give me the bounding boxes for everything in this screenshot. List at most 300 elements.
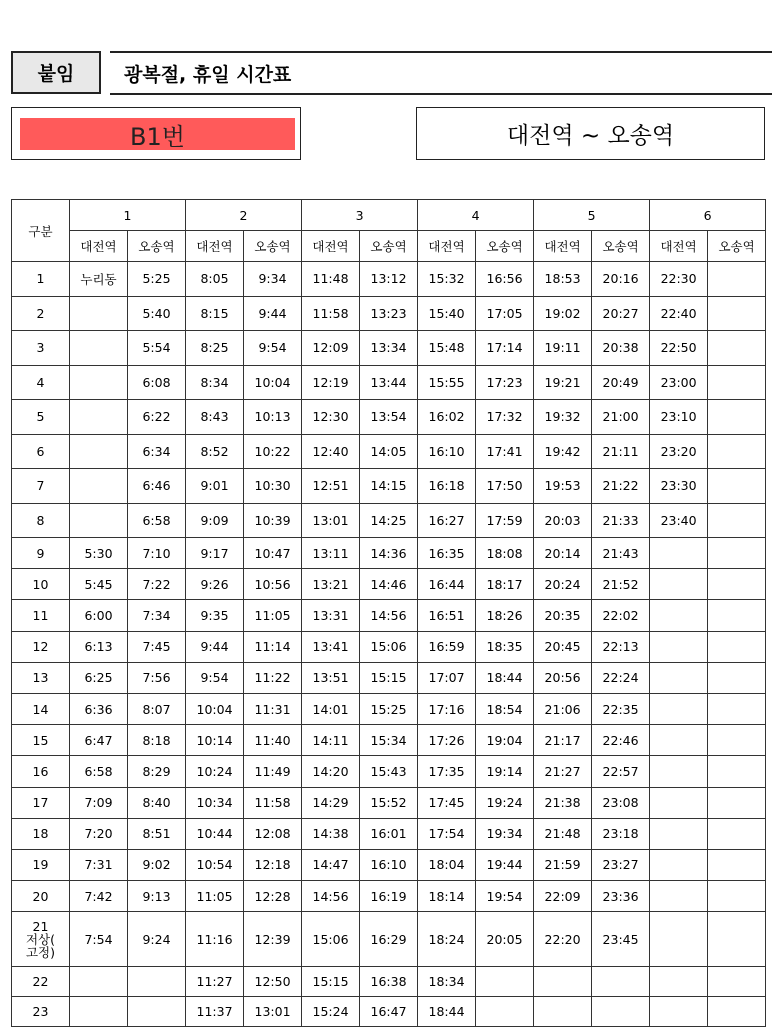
trip-group-header: 1 xyxy=(70,200,186,231)
table-row xyxy=(12,469,766,504)
time-cell: 12:19 xyxy=(302,365,360,400)
time-cell: 9:09 xyxy=(186,503,244,538)
time-cell xyxy=(708,693,766,724)
time-cell xyxy=(534,997,592,1027)
time-cell: 14:36 xyxy=(360,538,418,569)
time-cell: 15:32 xyxy=(418,262,476,297)
time-cell: 12:09 xyxy=(302,331,360,366)
time-cell: 누리동 xyxy=(70,262,128,297)
table-row xyxy=(12,365,766,400)
row-number: 20 xyxy=(32,888,49,904)
time-cell: 17:07 xyxy=(418,662,476,693)
time-cell xyxy=(128,967,186,997)
time-cell: 8:05 xyxy=(186,262,244,297)
time-cell xyxy=(650,787,708,818)
station-header-daejeon: 대전역 xyxy=(70,231,128,262)
time-cell: 22:46 xyxy=(592,725,650,756)
station-header-osong: 오송역 xyxy=(244,231,302,262)
time-cell: 13:34 xyxy=(360,331,418,366)
time-cell xyxy=(650,818,708,849)
time-cell: 17:14 xyxy=(476,331,534,366)
time-cell: 10:54 xyxy=(186,849,244,880)
time-cell: 12:40 xyxy=(302,434,360,469)
time-cell: 19:53 xyxy=(534,469,592,504)
time-cell: 15:24 xyxy=(302,997,360,1027)
time-cell xyxy=(708,538,766,569)
row-label xyxy=(12,400,70,435)
time-cell: 22:30 xyxy=(650,262,708,297)
time-cell: 20:14 xyxy=(534,538,592,569)
table-row xyxy=(12,434,766,469)
timetable xyxy=(11,199,766,1027)
row-label xyxy=(12,997,70,1027)
time-cell: 14:56 xyxy=(360,600,418,631)
time-cell: 10:13 xyxy=(244,400,302,435)
time-cell: 18:14 xyxy=(418,881,476,912)
row-label xyxy=(12,569,70,600)
time-cell: 15:52 xyxy=(360,787,418,818)
time-cell: 22:57 xyxy=(592,756,650,787)
time-cell: 9:02 xyxy=(128,849,186,880)
time-cell: 9:44 xyxy=(244,296,302,331)
time-cell: 6:58 xyxy=(128,503,186,538)
trip-group-header: 4 xyxy=(418,200,534,231)
time-cell: 16:56 xyxy=(476,262,534,297)
time-cell: 18:44 xyxy=(476,662,534,693)
time-cell: 13:12 xyxy=(360,262,418,297)
time-cell xyxy=(70,400,128,435)
time-cell: 23:45 xyxy=(592,912,650,967)
time-cell xyxy=(650,631,708,662)
time-cell xyxy=(592,967,650,997)
time-cell: 7:56 xyxy=(128,662,186,693)
row-number: 22 xyxy=(32,974,49,990)
time-cell: 10:47 xyxy=(244,538,302,569)
time-cell: 16:51 xyxy=(418,600,476,631)
time-cell: 14:15 xyxy=(360,469,418,504)
trip-group-header: 2 xyxy=(186,200,302,231)
row-label xyxy=(12,503,70,538)
row-label xyxy=(12,881,70,912)
time-cell: 13:11 xyxy=(302,538,360,569)
time-cell: 18:17 xyxy=(476,569,534,600)
time-cell xyxy=(708,967,766,997)
row-number: 16 xyxy=(32,763,49,779)
row-label xyxy=(12,756,70,787)
time-cell: 5:45 xyxy=(70,569,128,600)
time-cell xyxy=(650,912,708,967)
table-row xyxy=(12,787,766,818)
time-cell: 23:36 xyxy=(592,881,650,912)
table-row xyxy=(12,662,766,693)
time-cell: 17:41 xyxy=(476,434,534,469)
time-cell: 16:35 xyxy=(418,538,476,569)
time-cell: 21:59 xyxy=(534,849,592,880)
time-cell xyxy=(650,538,708,569)
table-row xyxy=(12,538,766,569)
time-cell: 11:58 xyxy=(244,787,302,818)
time-cell: 16:38 xyxy=(360,967,418,997)
time-cell: 11:27 xyxy=(186,967,244,997)
row-number: 11 xyxy=(32,607,49,623)
time-cell: 21:11 xyxy=(592,434,650,469)
trip-group-header: 6 xyxy=(650,200,766,231)
time-cell xyxy=(650,662,708,693)
time-cell: 9:17 xyxy=(186,538,244,569)
time-cell: 6:08 xyxy=(128,365,186,400)
time-cell: 10:34 xyxy=(186,787,244,818)
time-cell: 16:01 xyxy=(360,818,418,849)
station-header-osong: 오송역 xyxy=(592,231,650,262)
time-cell xyxy=(70,434,128,469)
time-cell: 6:36 xyxy=(70,693,128,724)
table-row xyxy=(12,600,766,631)
time-cell: 14:47 xyxy=(302,849,360,880)
row-label xyxy=(12,434,70,469)
time-cell: 14:46 xyxy=(360,569,418,600)
time-cell: 14:20 xyxy=(302,756,360,787)
time-cell: 16:18 xyxy=(418,469,476,504)
table-row xyxy=(12,296,766,331)
table-row xyxy=(12,331,766,366)
time-cell: 5:25 xyxy=(128,262,186,297)
time-cell xyxy=(476,997,534,1027)
time-cell: 14:25 xyxy=(360,503,418,538)
row-number: 23 xyxy=(32,1004,49,1020)
time-cell xyxy=(708,818,766,849)
time-cell: 12:39 xyxy=(244,912,302,967)
row-label xyxy=(12,818,70,849)
row-number: 9 xyxy=(36,545,45,561)
time-cell: 14:38 xyxy=(302,818,360,849)
row-label xyxy=(12,967,70,997)
time-cell: 22:35 xyxy=(592,693,650,724)
time-cell: 13:41 xyxy=(302,631,360,662)
row-number: 6 xyxy=(36,443,45,459)
table-row xyxy=(12,569,766,600)
station-header-daejeon: 대전역 xyxy=(418,231,476,262)
time-cell: 8:15 xyxy=(186,296,244,331)
time-cell: 15:15 xyxy=(360,662,418,693)
time-cell: 21:27 xyxy=(534,756,592,787)
time-cell xyxy=(708,662,766,693)
time-cell: 9:13 xyxy=(128,881,186,912)
time-cell: 18:53 xyxy=(534,262,592,297)
time-cell: 9:24 xyxy=(128,912,186,967)
time-cell xyxy=(476,967,534,997)
time-cell: 13:23 xyxy=(360,296,418,331)
row-number: 1 xyxy=(36,271,45,287)
time-cell xyxy=(650,881,708,912)
time-cell: 23:27 xyxy=(592,849,650,880)
row-label xyxy=(12,262,70,297)
table-row xyxy=(12,503,766,538)
time-cell: 11:22 xyxy=(244,662,302,693)
time-cell xyxy=(708,631,766,662)
time-cell: 19:34 xyxy=(476,818,534,849)
time-cell: 9:44 xyxy=(186,631,244,662)
time-cell xyxy=(650,600,708,631)
time-cell xyxy=(708,569,766,600)
time-cell: 20:49 xyxy=(592,365,650,400)
time-cell: 20:05 xyxy=(476,912,534,967)
row-number: 5 xyxy=(36,409,45,425)
time-cell xyxy=(708,997,766,1027)
time-cell xyxy=(708,787,766,818)
time-cell: 14:11 xyxy=(302,725,360,756)
row-number: 17 xyxy=(32,795,49,811)
time-cell xyxy=(650,756,708,787)
time-cell: 16:19 xyxy=(360,881,418,912)
time-cell xyxy=(70,967,128,997)
time-cell: 17:59 xyxy=(476,503,534,538)
time-cell: 16:29 xyxy=(360,912,418,967)
station-header-osong: 오송역 xyxy=(708,231,766,262)
time-cell: 23:00 xyxy=(650,365,708,400)
time-cell: 14:01 xyxy=(302,693,360,724)
time-cell: 6:47 xyxy=(70,725,128,756)
time-cell: 15:25 xyxy=(360,693,418,724)
time-cell: 11:05 xyxy=(244,600,302,631)
time-cell: 12:30 xyxy=(302,400,360,435)
time-cell: 11:40 xyxy=(244,725,302,756)
row-number: 2 xyxy=(36,305,45,321)
time-cell: 23:10 xyxy=(650,400,708,435)
time-cell: 21:48 xyxy=(534,818,592,849)
time-cell: 16:44 xyxy=(418,569,476,600)
route-number-box xyxy=(11,107,301,160)
time-cell: 17:16 xyxy=(418,693,476,724)
time-cell: 14:05 xyxy=(360,434,418,469)
table-row xyxy=(12,631,766,662)
time-cell xyxy=(650,569,708,600)
time-cell: 20:35 xyxy=(534,600,592,631)
time-cell xyxy=(708,365,766,400)
time-cell: 9:54 xyxy=(186,662,244,693)
time-cell: 17:45 xyxy=(418,787,476,818)
time-cell: 18:34 xyxy=(418,967,476,997)
time-cell: 10:30 xyxy=(244,469,302,504)
time-cell: 10:44 xyxy=(186,818,244,849)
time-cell: 12:18 xyxy=(244,849,302,880)
time-cell: 5:54 xyxy=(128,331,186,366)
time-cell xyxy=(70,469,128,504)
page-title: 광복절, 휴일 시간표 xyxy=(110,51,772,95)
row-number: 7 xyxy=(36,478,45,494)
time-cell: 18:35 xyxy=(476,631,534,662)
row-label xyxy=(12,693,70,724)
table-row xyxy=(12,849,766,880)
time-cell: 18:08 xyxy=(476,538,534,569)
row-note: 저상( xyxy=(25,931,56,947)
time-cell: 15:55 xyxy=(418,365,476,400)
time-cell: 15:06 xyxy=(302,912,360,967)
time-cell: 9:35 xyxy=(186,600,244,631)
time-cell: 11:14 xyxy=(244,631,302,662)
time-cell: 7:10 xyxy=(128,538,186,569)
row-number: 10 xyxy=(32,576,49,592)
time-cell: 20:56 xyxy=(534,662,592,693)
time-cell: 21:06 xyxy=(534,693,592,724)
time-cell: 17:50 xyxy=(476,469,534,504)
route-direction: 대전역 ~ 오송역 xyxy=(416,107,765,160)
time-cell: 6:58 xyxy=(70,756,128,787)
time-cell: 19:44 xyxy=(476,849,534,880)
row-label xyxy=(12,849,70,880)
time-cell xyxy=(70,997,128,1027)
row-label xyxy=(12,725,70,756)
row-number: 8 xyxy=(36,512,45,528)
row-number: 3 xyxy=(36,340,45,356)
time-cell: 17:23 xyxy=(476,365,534,400)
time-cell: 13:21 xyxy=(302,569,360,600)
time-cell: 10:04 xyxy=(244,365,302,400)
time-cell xyxy=(650,725,708,756)
time-cell: 18:26 xyxy=(476,600,534,631)
table-row xyxy=(12,693,766,724)
time-cell: 6:13 xyxy=(70,631,128,662)
time-cell: 20:03 xyxy=(534,503,592,538)
time-cell: 7:34 xyxy=(128,600,186,631)
time-cell: 19:02 xyxy=(534,296,592,331)
time-cell xyxy=(650,849,708,880)
time-cell: 20:16 xyxy=(592,262,650,297)
time-cell: 13:54 xyxy=(360,400,418,435)
station-header-daejeon: 대전역 xyxy=(534,231,592,262)
row-label-header: 구분 xyxy=(12,200,70,262)
station-header-daejeon: 대전역 xyxy=(186,231,244,262)
time-cell: 19:11 xyxy=(534,331,592,366)
time-cell: 14:29 xyxy=(302,787,360,818)
time-cell: 16:47 xyxy=(360,997,418,1027)
station-header-osong: 오송역 xyxy=(476,231,534,262)
time-cell: 19:54 xyxy=(476,881,534,912)
time-cell: 21:43 xyxy=(592,538,650,569)
time-cell: 7:22 xyxy=(128,569,186,600)
time-cell xyxy=(650,997,708,1027)
time-cell: 5:30 xyxy=(70,538,128,569)
time-cell: 10:14 xyxy=(186,725,244,756)
time-cell: 23:30 xyxy=(650,469,708,504)
time-cell xyxy=(708,503,766,538)
row-number: 4 xyxy=(36,374,45,390)
time-cell xyxy=(534,967,592,997)
time-cell: 18:54 xyxy=(476,693,534,724)
time-cell: 12:28 xyxy=(244,881,302,912)
row-number: 21 xyxy=(32,918,49,934)
time-cell: 22:02 xyxy=(592,600,650,631)
time-cell: 17:54 xyxy=(418,818,476,849)
time-cell xyxy=(70,503,128,538)
time-cell xyxy=(708,725,766,756)
time-cell: 7:20 xyxy=(70,818,128,849)
time-cell xyxy=(708,434,766,469)
time-cell xyxy=(708,600,766,631)
time-cell: 22:40 xyxy=(650,296,708,331)
time-cell: 6:22 xyxy=(128,400,186,435)
time-cell: 21:17 xyxy=(534,725,592,756)
row-label xyxy=(12,365,70,400)
time-cell: 19:04 xyxy=(476,725,534,756)
time-cell: 16:27 xyxy=(418,503,476,538)
time-cell: 16:10 xyxy=(360,849,418,880)
time-cell: 22:50 xyxy=(650,331,708,366)
row-note: 고정) xyxy=(25,944,56,960)
time-cell: 21:22 xyxy=(592,469,650,504)
time-cell: 21:00 xyxy=(592,400,650,435)
time-cell: 15:15 xyxy=(302,967,360,997)
time-cell: 8:43 xyxy=(186,400,244,435)
row-label xyxy=(12,296,70,331)
time-cell: 8:34 xyxy=(186,365,244,400)
time-cell xyxy=(708,262,766,297)
time-cell: 8:51 xyxy=(128,818,186,849)
row-label xyxy=(12,331,70,366)
time-cell: 10:39 xyxy=(244,503,302,538)
time-cell: 7:09 xyxy=(70,787,128,818)
station-header-osong: 오송역 xyxy=(128,231,186,262)
time-cell: 13:44 xyxy=(360,365,418,400)
attachment-tag: 붙임 xyxy=(11,51,101,94)
time-cell: 21:38 xyxy=(534,787,592,818)
time-cell: 13:01 xyxy=(244,997,302,1027)
time-cell: 15:48 xyxy=(418,331,476,366)
time-cell: 17:32 xyxy=(476,400,534,435)
row-number: 12 xyxy=(32,639,49,655)
time-cell: 17:05 xyxy=(476,296,534,331)
time-cell xyxy=(708,331,766,366)
row-number: 18 xyxy=(32,826,49,842)
time-cell: 22:20 xyxy=(534,912,592,967)
trip-group-header: 5 xyxy=(534,200,650,231)
time-cell xyxy=(70,365,128,400)
time-cell: 20:45 xyxy=(534,631,592,662)
time-cell: 17:35 xyxy=(418,756,476,787)
time-cell xyxy=(708,756,766,787)
time-cell: 18:24 xyxy=(418,912,476,967)
time-cell: 10:04 xyxy=(186,693,244,724)
row-label xyxy=(12,469,70,504)
time-cell: 8:29 xyxy=(128,756,186,787)
time-cell: 23:40 xyxy=(650,503,708,538)
time-cell xyxy=(708,849,766,880)
time-cell: 7:42 xyxy=(70,881,128,912)
table-row xyxy=(12,818,766,849)
time-cell: 6:25 xyxy=(70,662,128,693)
table-row xyxy=(12,262,766,297)
station-header-daejeon: 대전역 xyxy=(302,231,360,262)
time-cell: 20:24 xyxy=(534,569,592,600)
table-row xyxy=(12,725,766,756)
time-cell: 18:04 xyxy=(418,849,476,880)
table-row xyxy=(12,912,766,967)
time-cell xyxy=(650,967,708,997)
time-cell: 15:43 xyxy=(360,756,418,787)
time-cell: 6:34 xyxy=(128,434,186,469)
time-cell: 19:14 xyxy=(476,756,534,787)
time-cell: 11:16 xyxy=(186,912,244,967)
time-cell xyxy=(708,469,766,504)
time-cell: 10:24 xyxy=(186,756,244,787)
time-cell: 11:48 xyxy=(302,262,360,297)
time-cell: 18:44 xyxy=(418,997,476,1027)
time-cell: 19:21 xyxy=(534,365,592,400)
time-cell: 22:09 xyxy=(534,881,592,912)
time-cell: 12:51 xyxy=(302,469,360,504)
time-cell: 9:26 xyxy=(186,569,244,600)
time-cell: 16:59 xyxy=(418,631,476,662)
time-cell: 11:05 xyxy=(186,881,244,912)
